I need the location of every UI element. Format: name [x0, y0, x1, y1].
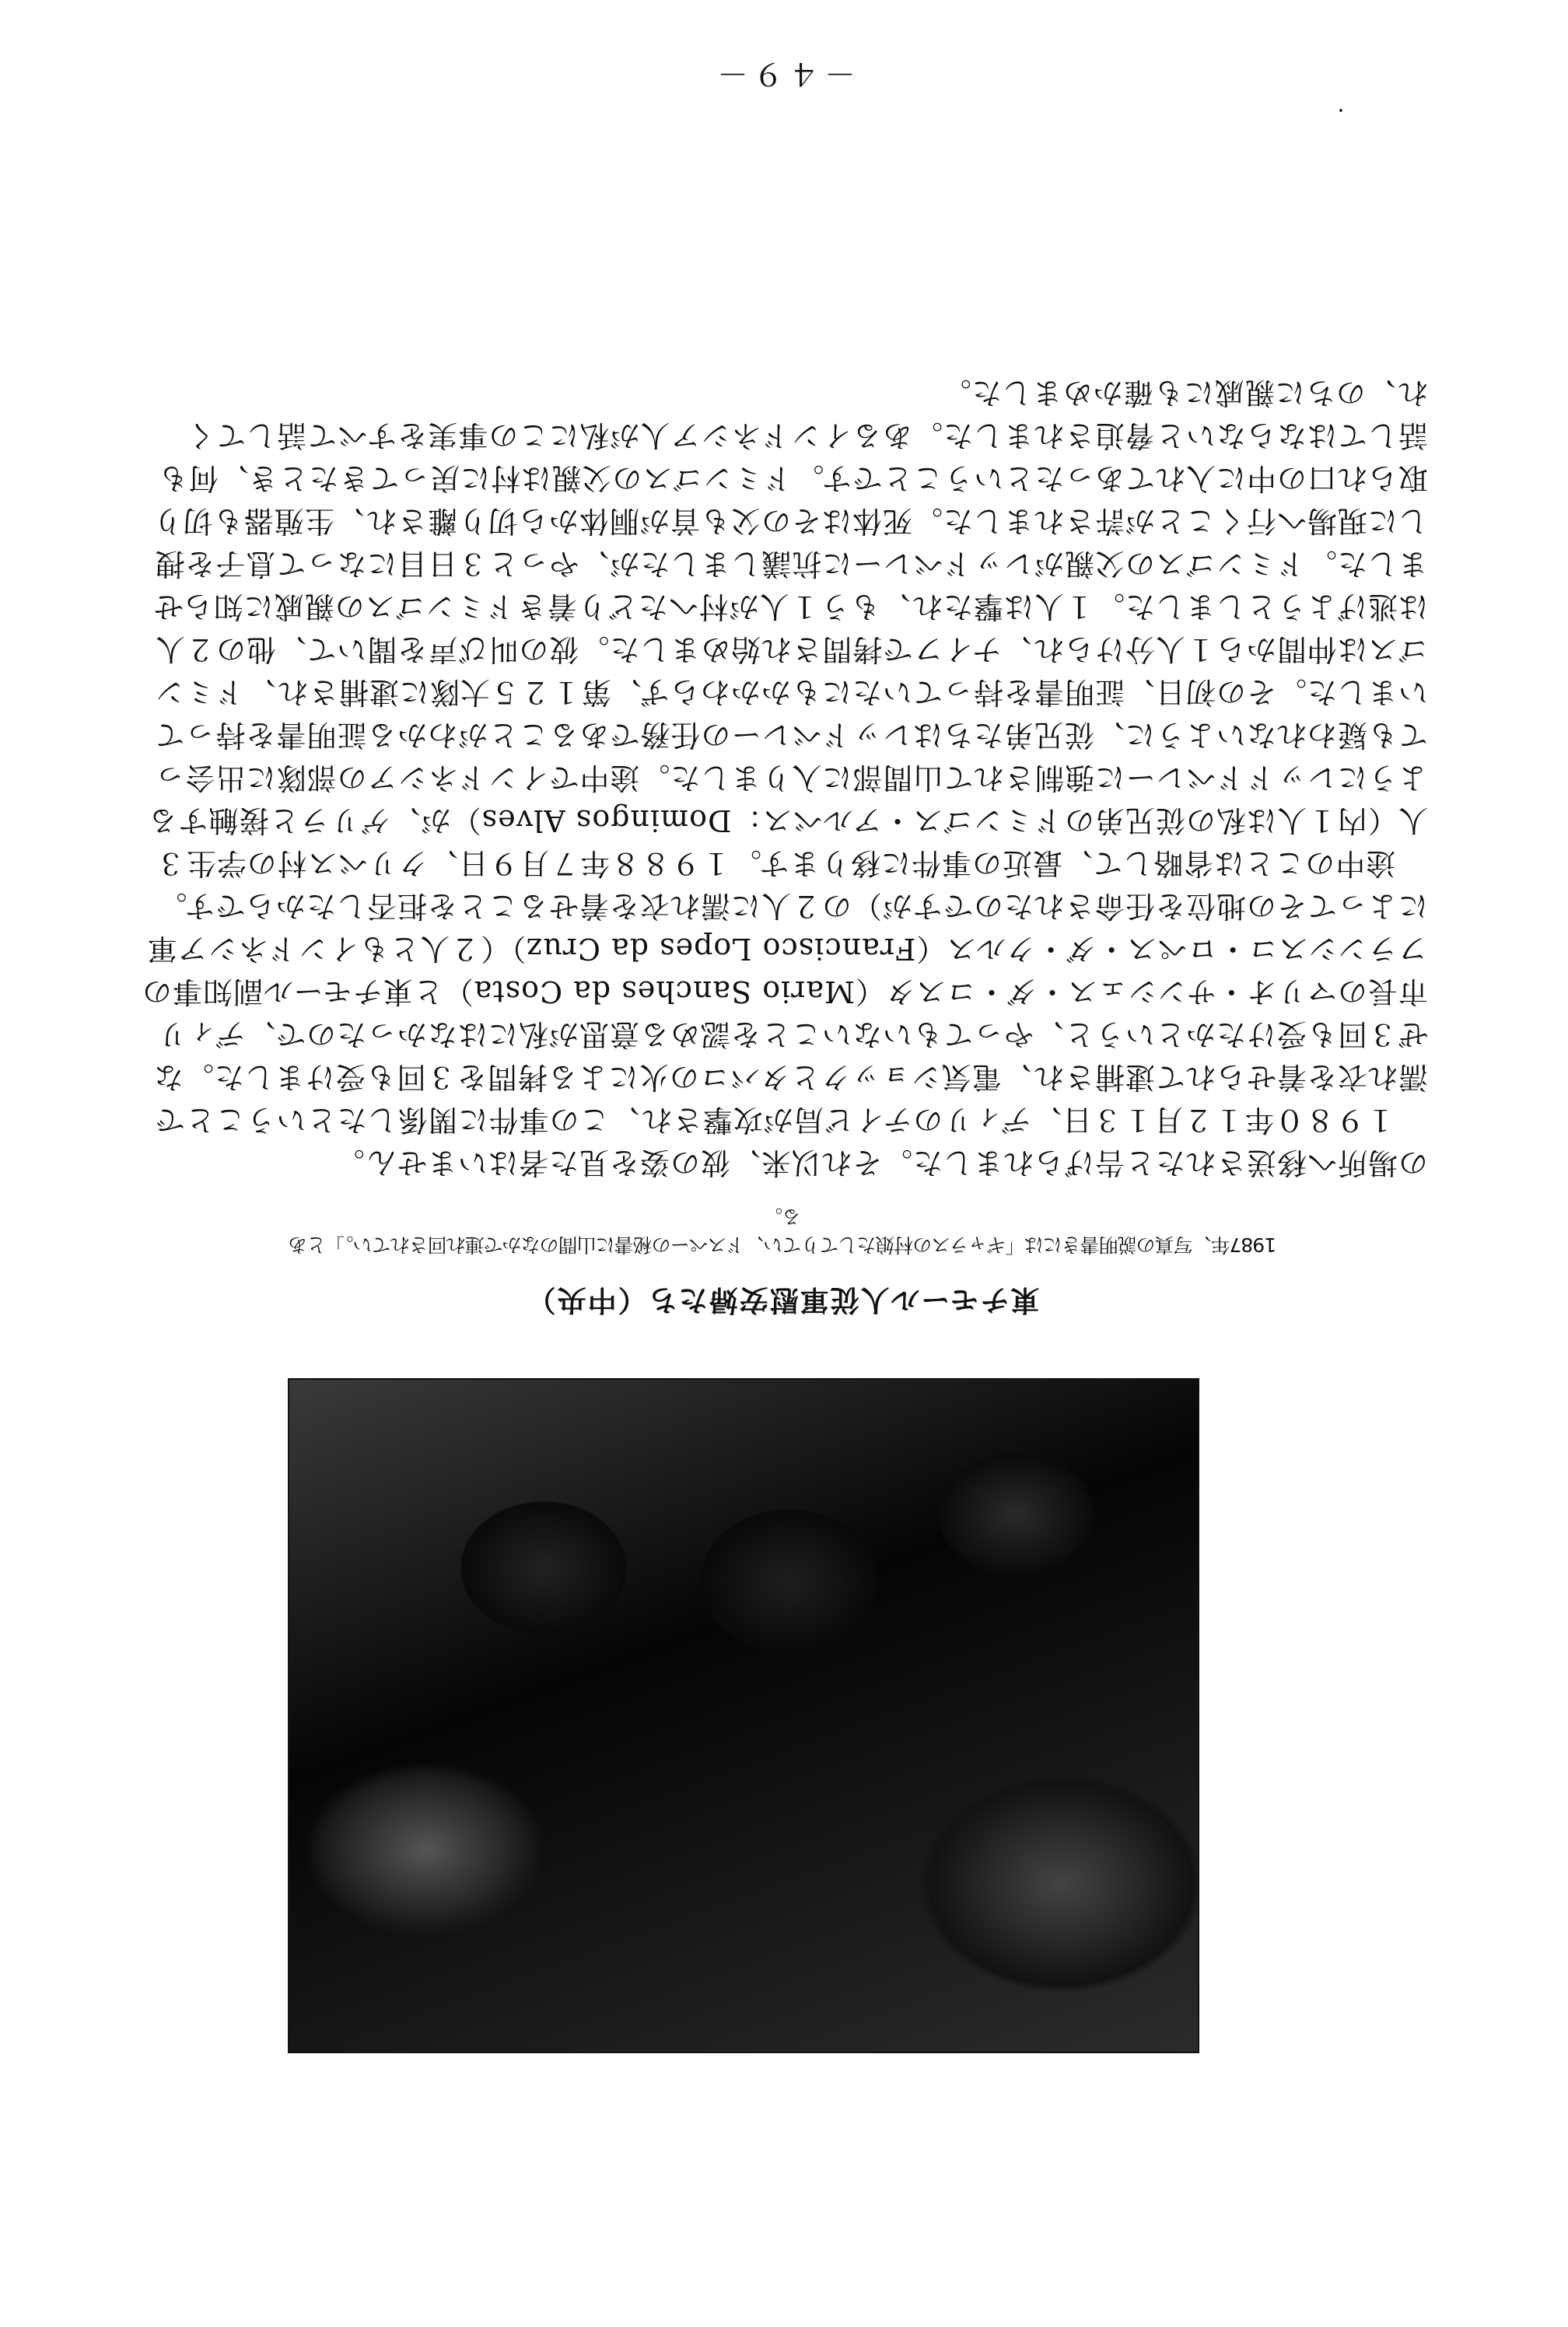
paragraph: １９８０年１２月１３日、ディリのテイビ局が攻撃され、この事件に関係したということで濡れ衣を着せられて逮捕され、電気ショックとタバコの火による拷問を３回も受けました。なぜ３回も受けたかというと、やってもいないことを認める意思が私にはなかったので、ディリ市長のマリオ・サンシェス・ダ・コスタ（Mario Sanches da Costa）と東チモール副知事のフランシスコ・ロペス・ダ・クルス（Francisco Lopes da Cruz）（２人ともインドネシア軍によってその地位を任命されたのですが）の２人に濡れ衣を着せることを拒否したからです。 — [142, 889, 1428, 1137]
photo-caption — [277, 1204, 1288, 1324]
photo-comfort-women — [288, 1378, 1199, 2053]
page-number: －４９－ — [712, 55, 856, 91]
scan-speck — [1339, 109, 1342, 112]
caption-note: 1987年、写真の説明書きには「ギャラスの村娘たしてりてい、ドスペーの秘書に山間のなかで連れ回されてい。」とある。 — [288, 1205, 1277, 1256]
paragraph: の場所へ移送されたと告げられました。それ以来、彼の姿を見た者はいません。 — [334, 1146, 1428, 1180]
body-text — [137, 371, 1428, 1184]
caption-title: 東チモール人従軍慰安婦たち（中央） — [525, 1283, 1040, 1317]
paragraph: 途中のことは省略して、最近の事件に移ります。１９８８年７月９日、クリベス村の学生３人（内１人は私の従兄弟のドミンゴス・アルベス：Domingos Alves）が、ゲリラと接触するようにレッドドベレーに強制されて山間部に入りました。途中でインドネシアの部隊に出会っても疑われないように、従兄弟たちはレッドベレーの任務であることがわかる証明書を持っていました。その初日、証明書を持っていたにもかかわらず、第１２５大隊に逮捕され、ドミンゴスは仲間から１人分けられ、ナイフで拷問され始めました。彼の叫び声を聞いて、他の２人は逃げようとしました。１人は撃たれ、もう１人が村へたどり着きドミンゴスの親戚に知らせました。ドミンゴスの父親がレッドベレーに抗議しましたが、やっと３日目になって息子を捜しに現場へ行くことが許されました。死体はその父も首が胴体から切り離され、生殖器も切り取られ口の中に入れてあったということです。ドミンゴスの父親は村に戻ってきたとき、何も話してはならないと脅迫されました。あるインドネシア人が私にこの事実をすべて話してくれ、のちに親戚にも確かめました。 — [147, 376, 1428, 880]
